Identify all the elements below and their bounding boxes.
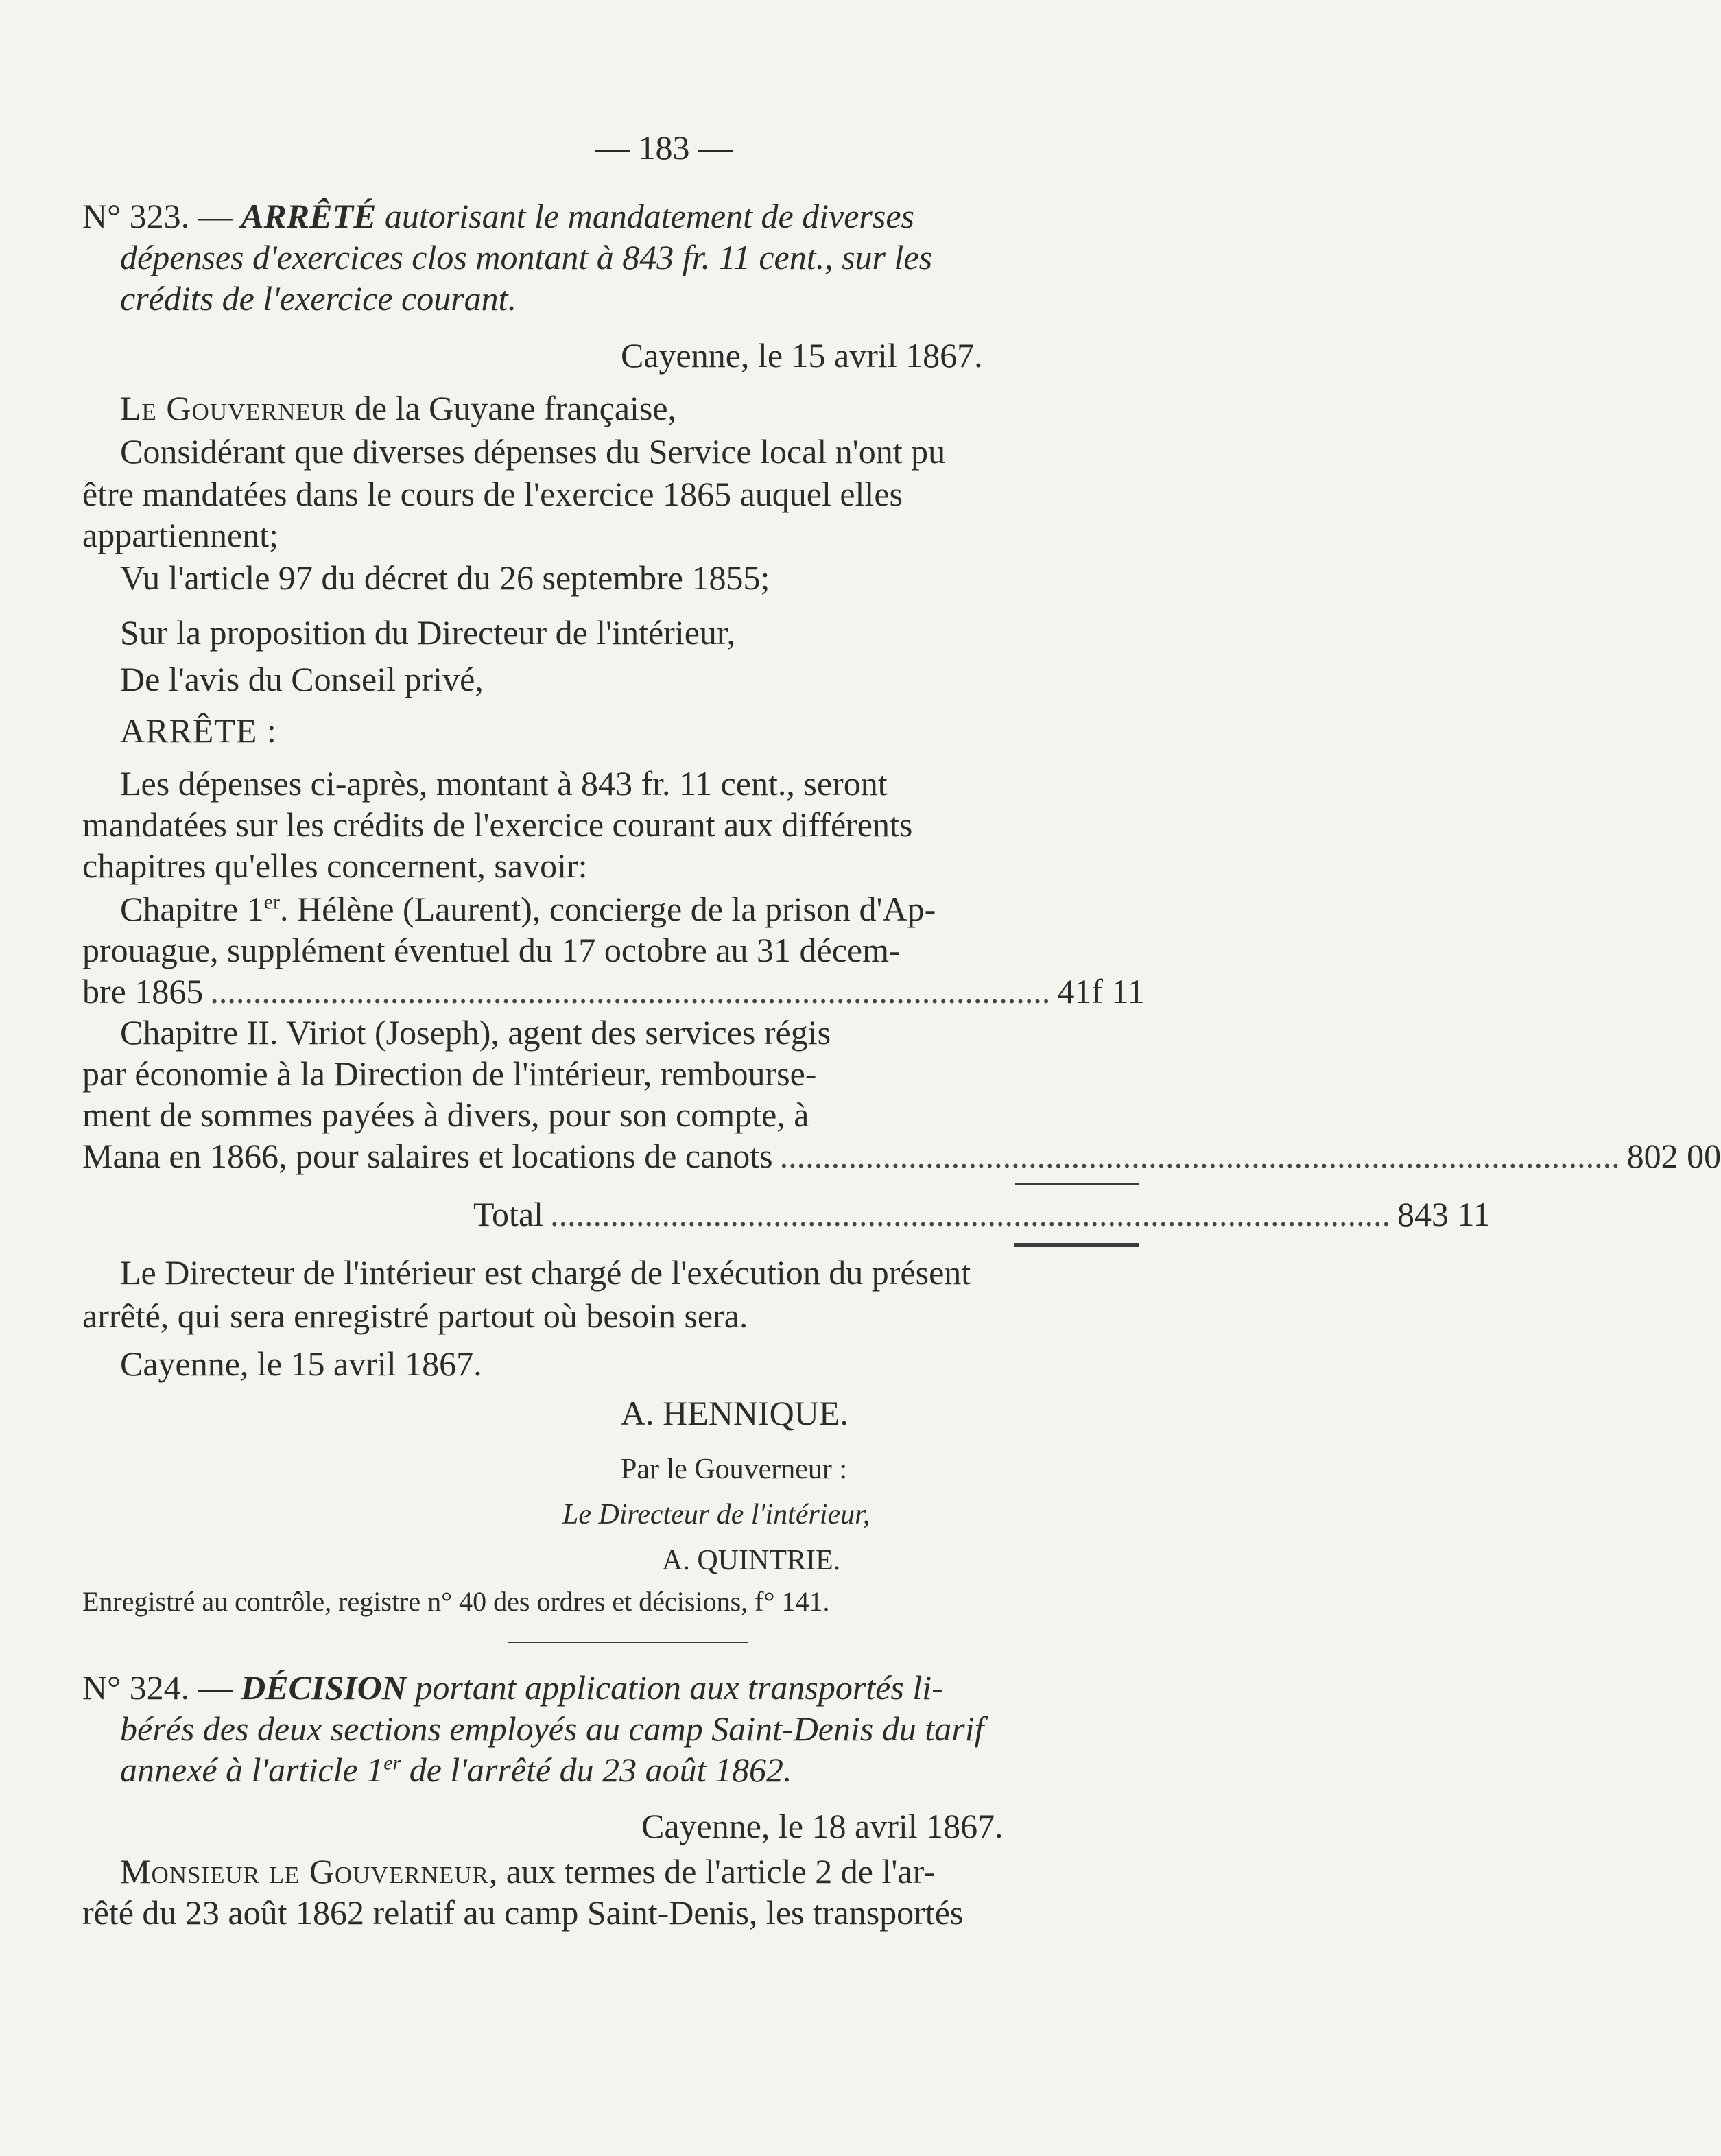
chapter1-line3: bre 1865 .................................................................................................. 41f 11 <box>82 972 1145 1010</box>
doc323-arrete-label: ARRÊTE : <box>120 711 277 750</box>
chapter1-amount: 41f 11 <box>1057 972 1145 1010</box>
chapter1-line2: prouague, supplément éventuel du 17 octobre au 31 décem- <box>82 931 901 969</box>
leader-dots: .................................................................................................. <box>210 972 1051 1010</box>
section-divider <box>508 1642 748 1643</box>
doc324-dash: — <box>198 1668 233 1707</box>
chapter2-line3: ment de sommes payées à divers, pour son compte, à <box>82 1095 809 1134</box>
sum-rule <box>1015 1183 1139 1185</box>
director-name: A. QUINTRIE. <box>662 1545 841 1576</box>
director-title: Le Directeur de l'intérieur, <box>562 1499 870 1530</box>
chapter2-amount: 802 00 <box>1626 1137 1721 1175</box>
doc323-closing-date: Cayenne, le 15 avril 1867. <box>120 1344 482 1383</box>
doc324-body-line: Monsieur le Gouverneur, aux termes de l'article 2 de l'ar- <box>120 1852 935 1891</box>
doc323-title-l2: dépenses d'exercices clos montant à 843 fr. 11 cent., sur les <box>120 238 933 276</box>
doc324-body-line: rêté du 23 août 1862 relatif au camp Saint-Denis, les transportés <box>82 1893 964 1932</box>
doc323-title-l3: crédits de l'exercice courant. <box>120 279 517 318</box>
governor-signature: A. HENNIQUE. <box>621 1394 848 1432</box>
doc323-body-line: Les dépenses ci-après, montant à 843 fr. 11 cent., seront <box>120 764 888 803</box>
by-governor: Par le Gouverneur : <box>621 1454 848 1485</box>
doc324-heading <box>82 1667 1139 1708</box>
page-number: — 183 — <box>595 128 733 167</box>
doc323-body-line: appartiennent; <box>82 516 278 554</box>
doc323-dash: — <box>198 197 233 235</box>
total-double-rule <box>1014 1243 1139 1247</box>
chapter2-line4: Mana en 1866, pour salaires et locations de canots .................................................................................................. 802 00 <box>82 1137 1721 1175</box>
doc323-body-line: Vu l'article 97 du décret du 26 septembre 1855; <box>120 558 770 597</box>
doc324-title-l1: portant application aux transportés li- <box>415 1668 943 1707</box>
doc324-place-date: Cayenne, le 18 avril 1867. <box>641 1807 1004 1845</box>
doc323-body-line: Le Gouverneur de la Guyane française, <box>120 389 677 427</box>
governor-title: Le Gouverneur <box>120 389 346 427</box>
doc323-place-date: Cayenne, le 15 avril 1867. <box>621 336 983 375</box>
doc323-body-line: être mandatées dans le cours de l'exercice 1865 auquel elles <box>82 475 903 513</box>
doc323-type: ARRÊTÉ <box>241 197 377 235</box>
doc323-heading <box>82 196 1139 237</box>
chapter2-line1: Chapitre II. Viriot (Joseph), agent des services régis <box>120 1013 831 1052</box>
doc323-body-line: Sur la proposition du Directeur de l'intérieur, <box>120 613 736 652</box>
leader-dots: .................................................................................................. <box>550 1195 1391 1233</box>
doc323-title-l1: autorisant le mandatement de diverses <box>384 197 915 235</box>
registration-note: Enregistré au contrôle, registre n° 40 des ordres et décisions, f° 141. <box>82 1586 830 1617</box>
total-amount: 843 11 <box>1397 1195 1491 1233</box>
doc324-title-l2: bérés des deux sections employés au camp Saint-Denis du tarif <box>120 1709 984 1748</box>
leader-dots: .................................................................................................. <box>779 1137 1620 1175</box>
chapter2-line2: par économie à la Direction de l'intérieur, rembourse- <box>82 1054 817 1093</box>
governor-title: Monsieur le Gouverneur <box>120 1852 489 1891</box>
doc324-type: DÉCISION <box>241 1668 407 1707</box>
doc324-title-l3: annexé à l'article 1er de l'arrêté du 23 août 1862. <box>120 1751 792 1789</box>
doc323-body-line: mandatées sur les crédits de l'exercice courant aux différents <box>82 805 913 844</box>
doc323-body-line: De l'avis du Conseil privé, <box>120 660 484 698</box>
doc323-number: N° 323. <box>82 197 190 235</box>
doc323-closing-line: arrêté, qui sera enregistré partout où besoin sera. <box>82 1296 748 1335</box>
total-line: Total .................................................................................................. 843 11 <box>473 1195 1491 1233</box>
doc323-body-line: Considérant que diverses dépenses du Service local n'ont pu <box>120 432 946 471</box>
doc323-body-line: chapitres qu'elles concernent, savoir: <box>82 846 588 885</box>
chapter1-line1: Chapitre 1er. Hélène (Laurent), concierge de la prison d'Ap- <box>120 890 936 928</box>
doc324-number: N° 324. <box>82 1668 190 1707</box>
doc323-closing-line: Le Directeur de l'intérieur est chargé de l'exécution du présent <box>120 1253 971 1292</box>
